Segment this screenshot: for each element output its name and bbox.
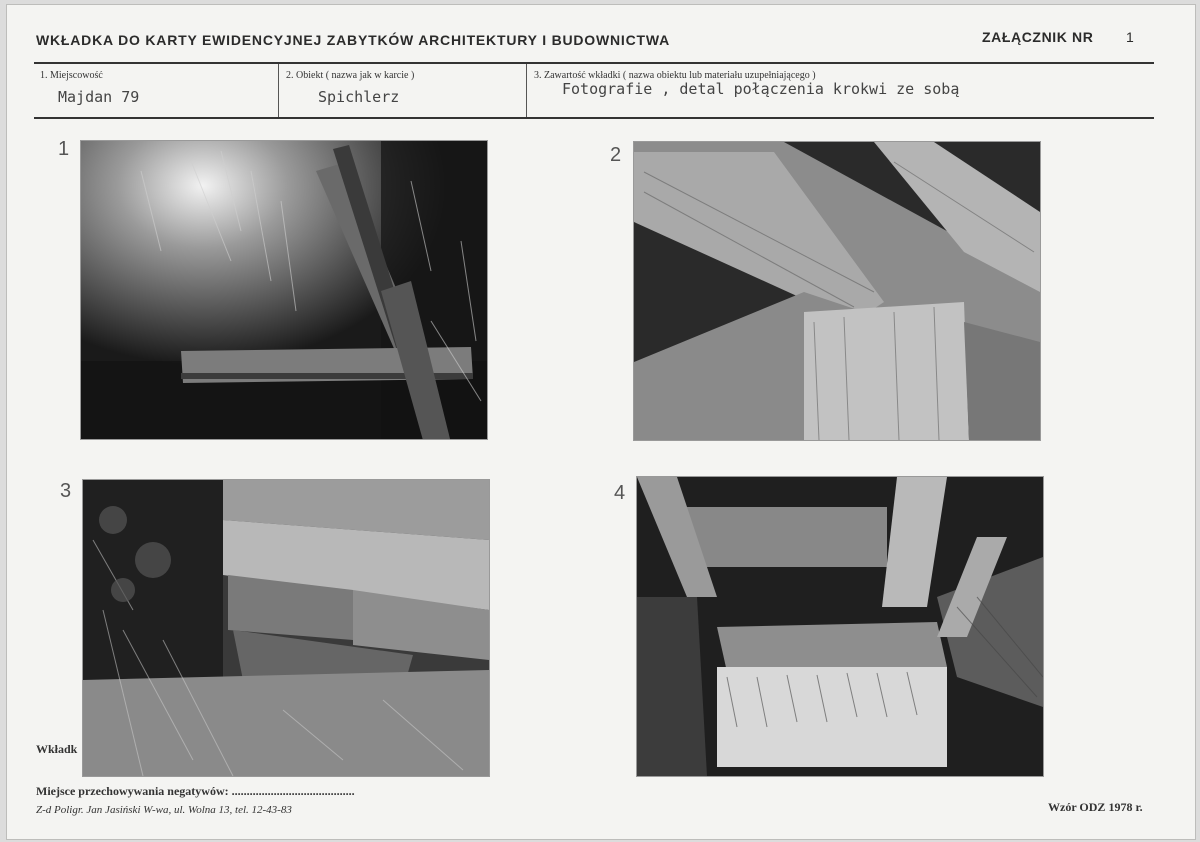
photo-number-1: 1 <box>58 138 70 160</box>
field-label-locality: 1. Miejscowość <box>40 70 103 81</box>
field-value-locality: Majdan 79 <box>58 88 140 106</box>
photo-number-2: 2 <box>610 144 622 166</box>
printer-imprint: Z-d Poligr. Jan Jasiński W-wa, ul. Wolna 13, tel. 12-43-83 <box>36 804 292 816</box>
form-code: Wzór ODZ 1978 r. <box>1048 800 1143 814</box>
negatives-storage-field: Miejsce przechowywania negatywów: ......................................... <box>36 784 355 798</box>
beam-joint-photo <box>633 141 1041 441</box>
annex-number: 1 <box>1126 29 1134 45</box>
roof-eaves-photo <box>636 476 1044 777</box>
header-rule-bottom <box>34 117 1154 119</box>
photo-number-3: 3 <box>60 480 72 502</box>
document-title: WKŁADKA DO KARTY EWIDENCYJNEJ ZABYTKÓW ARCHITEKTURY I BUDOWNICTWA <box>36 32 671 48</box>
photo-number-4: 4 <box>614 482 626 504</box>
field-label-contents: 3. Zawartość wkładki ( nazwa obiektu lub materiału uzupełniającego ) <box>534 70 816 81</box>
field-value-contents: Fotografie , detal połączenia krokwi ze sobą <box>562 80 960 98</box>
field-label-object: 2. Obiekt ( nazwa jak w karcie ) <box>286 70 415 81</box>
field-divider <box>526 64 527 117</box>
field-value-object: Spichlerz <box>318 88 400 106</box>
annex-label: ZAŁĄCZNIK NR <box>982 29 1094 45</box>
insert-label: Wkładk <box>36 742 78 756</box>
log-foundation-photo <box>82 479 490 777</box>
rafter-thatch-photo <box>80 140 488 440</box>
header-rule-top <box>34 62 1154 64</box>
field-divider <box>278 64 279 117</box>
